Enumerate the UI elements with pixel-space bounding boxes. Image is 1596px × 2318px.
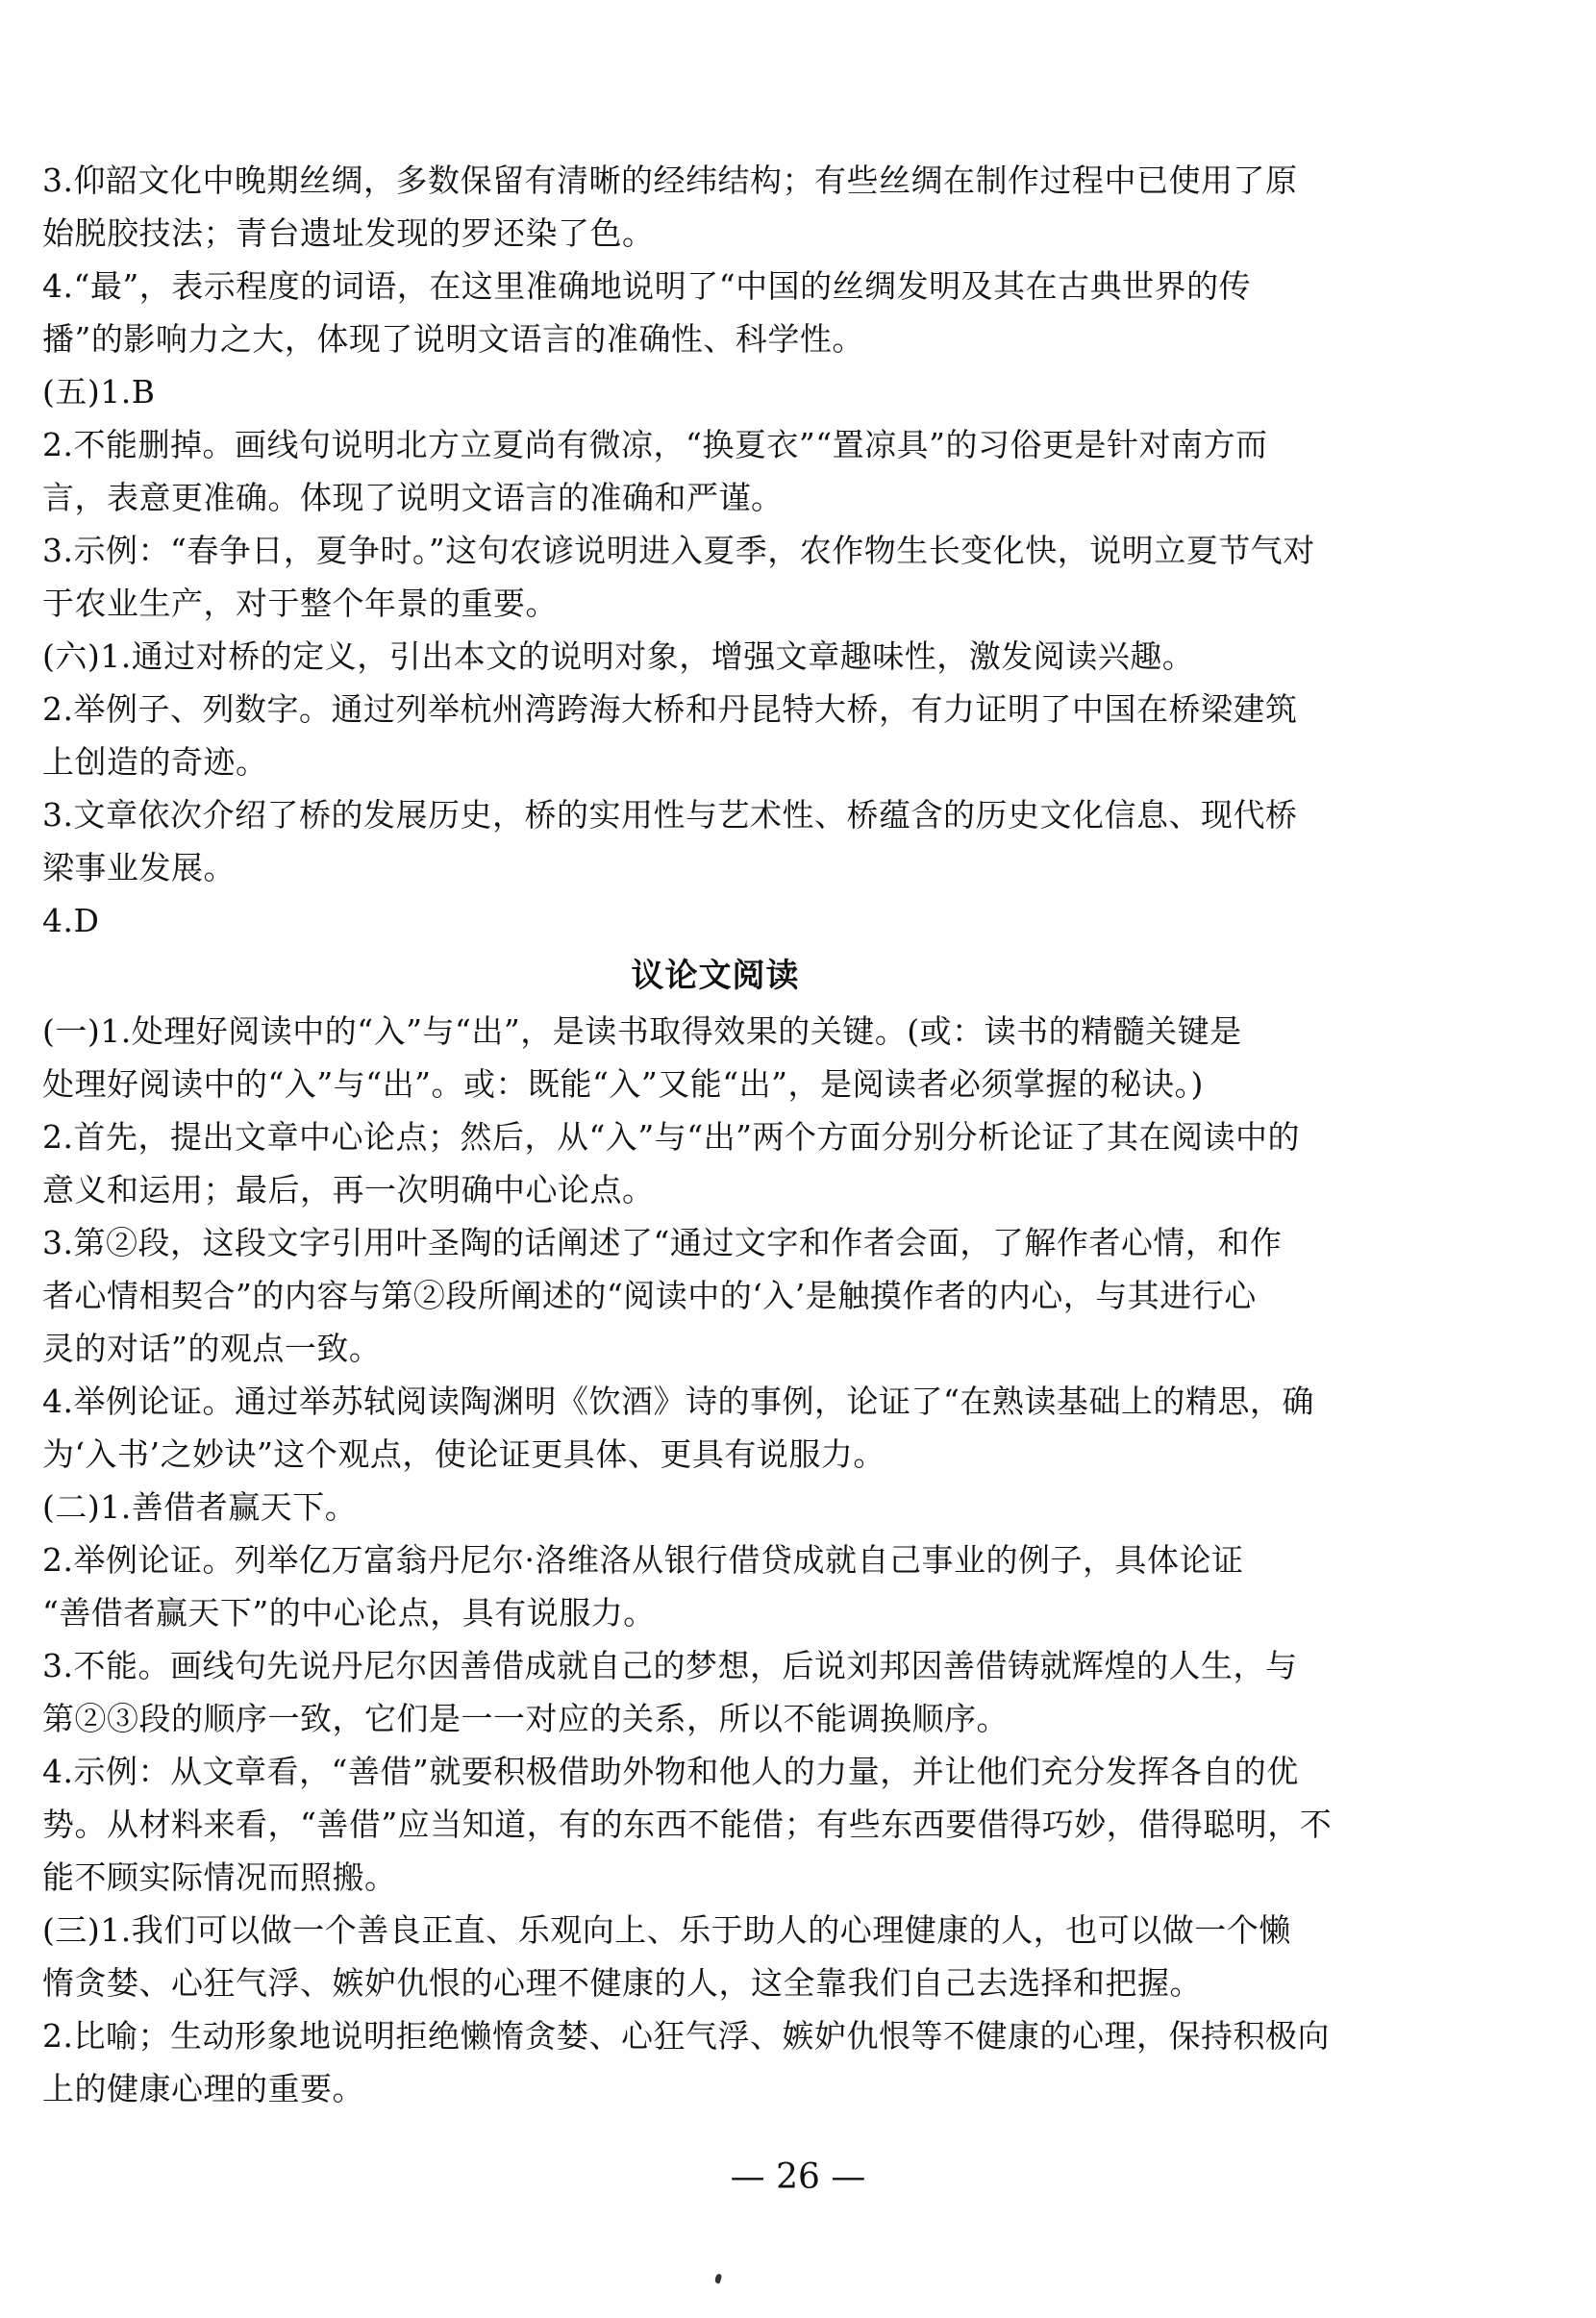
section-title: 议论文阅读 bbox=[631, 957, 800, 995]
text-line: 4.“最”，表示程度的词语，在这里准确地说明了“中国的丝绸发明及其在古典世界的传 bbox=[42, 267, 1252, 305]
text-line: (六)1.通过对桥的定义，引出本文的说明对象，增强文章趣味性，激发阅读兴趣。 bbox=[42, 637, 1195, 675]
text-line: 上的健康心理的重要。 bbox=[42, 2070, 364, 2107]
text-line: 4.示例：从文章看，“善借”就要积极借助外物和他人的力量，并让他们充分发挥各自的优 bbox=[42, 1753, 1299, 1790]
answer-content bbox=[42, 154, 1388, 2115]
text-line: 2.首先，提出文章中心论点；然后，从“入”与“出”两个方面分别分析论证了其在阅读中的 bbox=[42, 1118, 1300, 1156]
text-line: 言，表意更准确。体现了说明文语言的准确和严谨。 bbox=[42, 479, 784, 516]
text-line: 3.第②段，这段文字引用叶圣陶的话阐述了“通过文字和作者会面，了解作者心情，和作 bbox=[42, 1224, 1283, 1261]
text-line: 意义和运用；最后，再一次明确中心论点。 bbox=[42, 1171, 655, 1209]
text-line: 播”的影响力之大，体现了说明文语言的准确性、科学性。 bbox=[42, 320, 864, 358]
text-line: 4.举例论证。通过举苏轼阅读陶渊明《饮酒》诗的事例，论证了“在熟读基础上的精思，确 bbox=[42, 1383, 1314, 1420]
text-line: (二)1.善借者赢天下。 bbox=[42, 1488, 358, 1526]
expository-answers bbox=[42, 154, 1388, 947]
scan-speck bbox=[713, 2273, 722, 2283]
text-line: 3.示例：“春争日，夏争时。”这句农谚说明进入夏季，农作物生长变化快，说明立夏节气对 bbox=[42, 532, 1315, 569]
text-line: 势。从材料来看，“善借”应当知道，有的东西不能借；有些东西要借得巧妙，借得聪明，不 bbox=[42, 1806, 1333, 1843]
page-number: — 26 — bbox=[730, 2157, 866, 2197]
text-line: 3.不能。画线句先说丹尼尔因善借成就自己的梦想，后说刘邦因善借铸就辉煌的人生，与 bbox=[42, 1647, 1298, 1684]
text-line: 者心情相契合”的内容与第②段所阐述的“阅读中的‘入’是触摸作者的内心，与其进行心 bbox=[42, 1277, 1257, 1314]
text-line: 为‘入书’之妙诀”这个观点，使论证更具体、更具有说服力。 bbox=[42, 1435, 885, 1473]
text-line: 4.D bbox=[42, 902, 100, 939]
text-line: 梁事业发展。 bbox=[42, 849, 236, 886]
argumentative-answers bbox=[42, 1005, 1388, 2115]
text-line: (三)1.我们可以做一个善良正直、乐观向上、乐于助人的心理健康的人，也可以做一个懒 bbox=[42, 1911, 1291, 1949]
text-line: 3.仰韶文化中晚期丝绸，多数保留有清晰的经纬结构；有些丝绸在制作过程中已使用了原 bbox=[42, 162, 1298, 199]
text-line: (五)1.B bbox=[42, 373, 156, 411]
text-line: (一)1.处理好阅读中的“入”与“出”，是读书取得效果的关键。(或：读书的精髓关键是 bbox=[42, 1012, 1242, 1050]
text-line: 上创造的奇迹。 bbox=[42, 743, 268, 781]
text-line: 第②③段的顺序一致，它们是一一对应的关系，所以不能调换顺序。 bbox=[42, 1700, 1009, 1737]
text-line: 2.不能删掉。画线句说明北方立夏尚有微凉，“换夏衣”“置凉具”的习俗更是针对南方而 bbox=[42, 426, 1268, 463]
text-line: 灵的对话”的观点一致。 bbox=[42, 1330, 382, 1367]
text-line: 3.文章依次介绍了桥的发展历史，桥的实用性与艺术性、桥蕴含的历史文化信息、现代桥 bbox=[42, 796, 1298, 834]
text-line: 始脱胶技法；青台遗址发现的罗还染了色。 bbox=[42, 214, 655, 252]
text-line: “善借者赢天下”的中心论点，具有说服力。 bbox=[42, 1594, 656, 1632]
text-line: 于农业生产，对于整个年景的重要。 bbox=[42, 585, 558, 622]
text-line: 能不顾实际情况而照搬。 bbox=[42, 1858, 397, 1896]
text-line: 2.举例论证。列举亿万富翁丹尼尔·洛维洛从银行借贷成就自己事业的例子，具体论证 bbox=[42, 1541, 1244, 1579]
text-line: 处理好阅读中的“入”与“出”。或：既能“入”又能“出”，是阅读者必须掌握的秘诀。) bbox=[42, 1065, 1204, 1103]
text-line: 2.举例子、列数字。通过列举杭州湾跨海大桥和丹昆特大桥，有力证明了中国在桥梁建筑 bbox=[42, 690, 1298, 728]
text-line: 2.比喻；生动形象地说明拒绝懒惰贪婪、心狂气浮、嫉妒仇恨等不健康的心理，保持积极向 bbox=[42, 2017, 1330, 2055]
text-line: 惰贪婪、心狂气浮、嫉妒仇恨的心理不健康的人，这全靠我们自己去选择和把握。 bbox=[42, 1964, 1202, 2002]
